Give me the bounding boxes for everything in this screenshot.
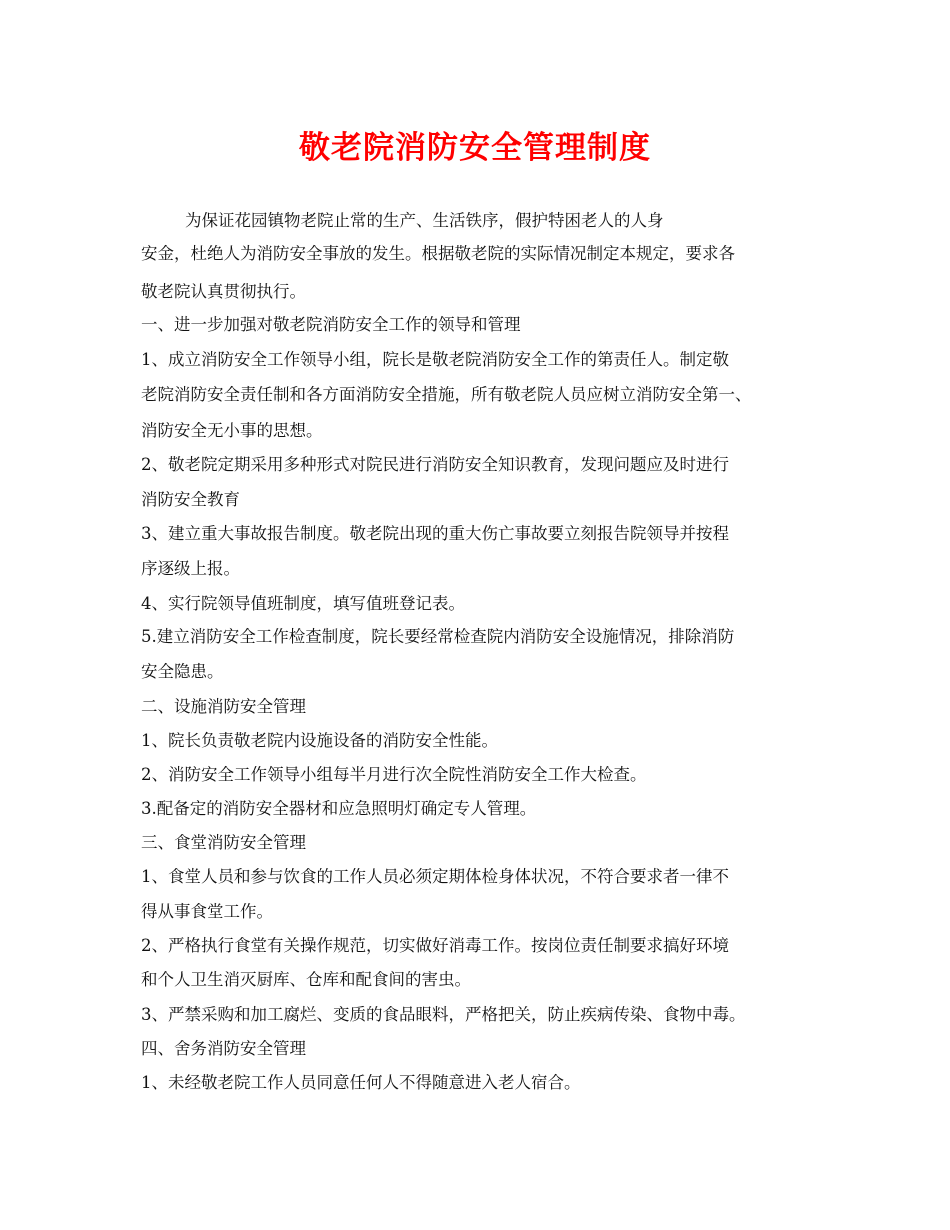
paragraph-line: 2、敬老院定期采用多种形式对院民进行消防安全知识教育，发现问题应及时进行	[141, 455, 729, 474]
paragraph-line: 5.建立消防安全工作检查制度，院长要经常检查院内消防安全设施情况，排除消防	[141, 627, 735, 646]
paragraph-line: 敬老院认真贯彻执行。	[141, 282, 306, 301]
paragraph-line: 安全隐患。	[141, 662, 224, 681]
paragraph-line: 2、消防安全工作领导小组每半月进行次全院性消防安全工作大检查。	[141, 765, 647, 784]
paragraph-line: 1、成立消防安全工作领导小组，院长是敬老院消防安全工作的第责任人。制定敬	[141, 350, 729, 369]
paragraph-line: 1、食堂人员和参与饮食的工作人员必须定期体检身体状况，不符合要求者一律不	[141, 867, 729, 886]
paragraph-line: 2、严格执行食堂有关操作规范，切实做好消毒工作。按岗位责任制要求搞好环境	[141, 936, 729, 955]
paragraph-line: 消防安全无小事的思想。	[141, 421, 323, 440]
paragraph-line: 3、严禁采购和加工腐烂、变质的食品眼料，严格把关，防止疾病传染、食物中毒。	[141, 1005, 746, 1024]
section-heading: 四、舍务消防安全管理	[141, 1039, 306, 1058]
section-heading: 三、食堂消防安全管理	[141, 833, 306, 852]
paragraph-line: 消防安全教育	[141, 490, 240, 509]
paragraph-line: 3、建立重大事故报告制度。敬老院出现的重大伤亡事故要立刻报告院领导并按程	[141, 524, 729, 543]
section-heading: 二、设施消防安全管理	[141, 697, 306, 716]
paragraph-line: 序逐级上报。	[141, 559, 240, 578]
paragraph-line: 1、未经敬老院工作人员同意任何人不得随意进入老人宿合。	[141, 1073, 581, 1092]
paragraph-line: 为保证花园镇物老院止常的生产、生活铁序，假护特困老人的人身	[185, 211, 664, 230]
paragraph-line: 安金，杜绝人为消防安全事放的发生。根据敬老院的实际情况制定本规定，要求各	[141, 244, 735, 263]
paragraph-line: 1、院长负责敬老院内设施设备的消防安全性能。	[141, 731, 498, 750]
document-title: 敬老院消防安全管理制度	[299, 130, 651, 166]
paragraph-line: 得从事食堂工作。	[141, 902, 273, 921]
section-heading: 一、进一步加强对敬老院消防安全工作的领导和管理	[141, 315, 521, 334]
paragraph-line: 老院消防安全责任制和各方面消防安全措施，所有敬老院人员应树立消防安全第一、	[141, 385, 752, 404]
paragraph-line: 4、实行院领导值班制度，填写值班登记表。	[141, 594, 465, 613]
paragraph-line: 3.配备定的消防安全器材和应急照明灯确定专人管理。	[141, 799, 537, 818]
paragraph-line: 和个人卫生消灭厨库、仓库和配食间的害虫。	[141, 970, 471, 989]
